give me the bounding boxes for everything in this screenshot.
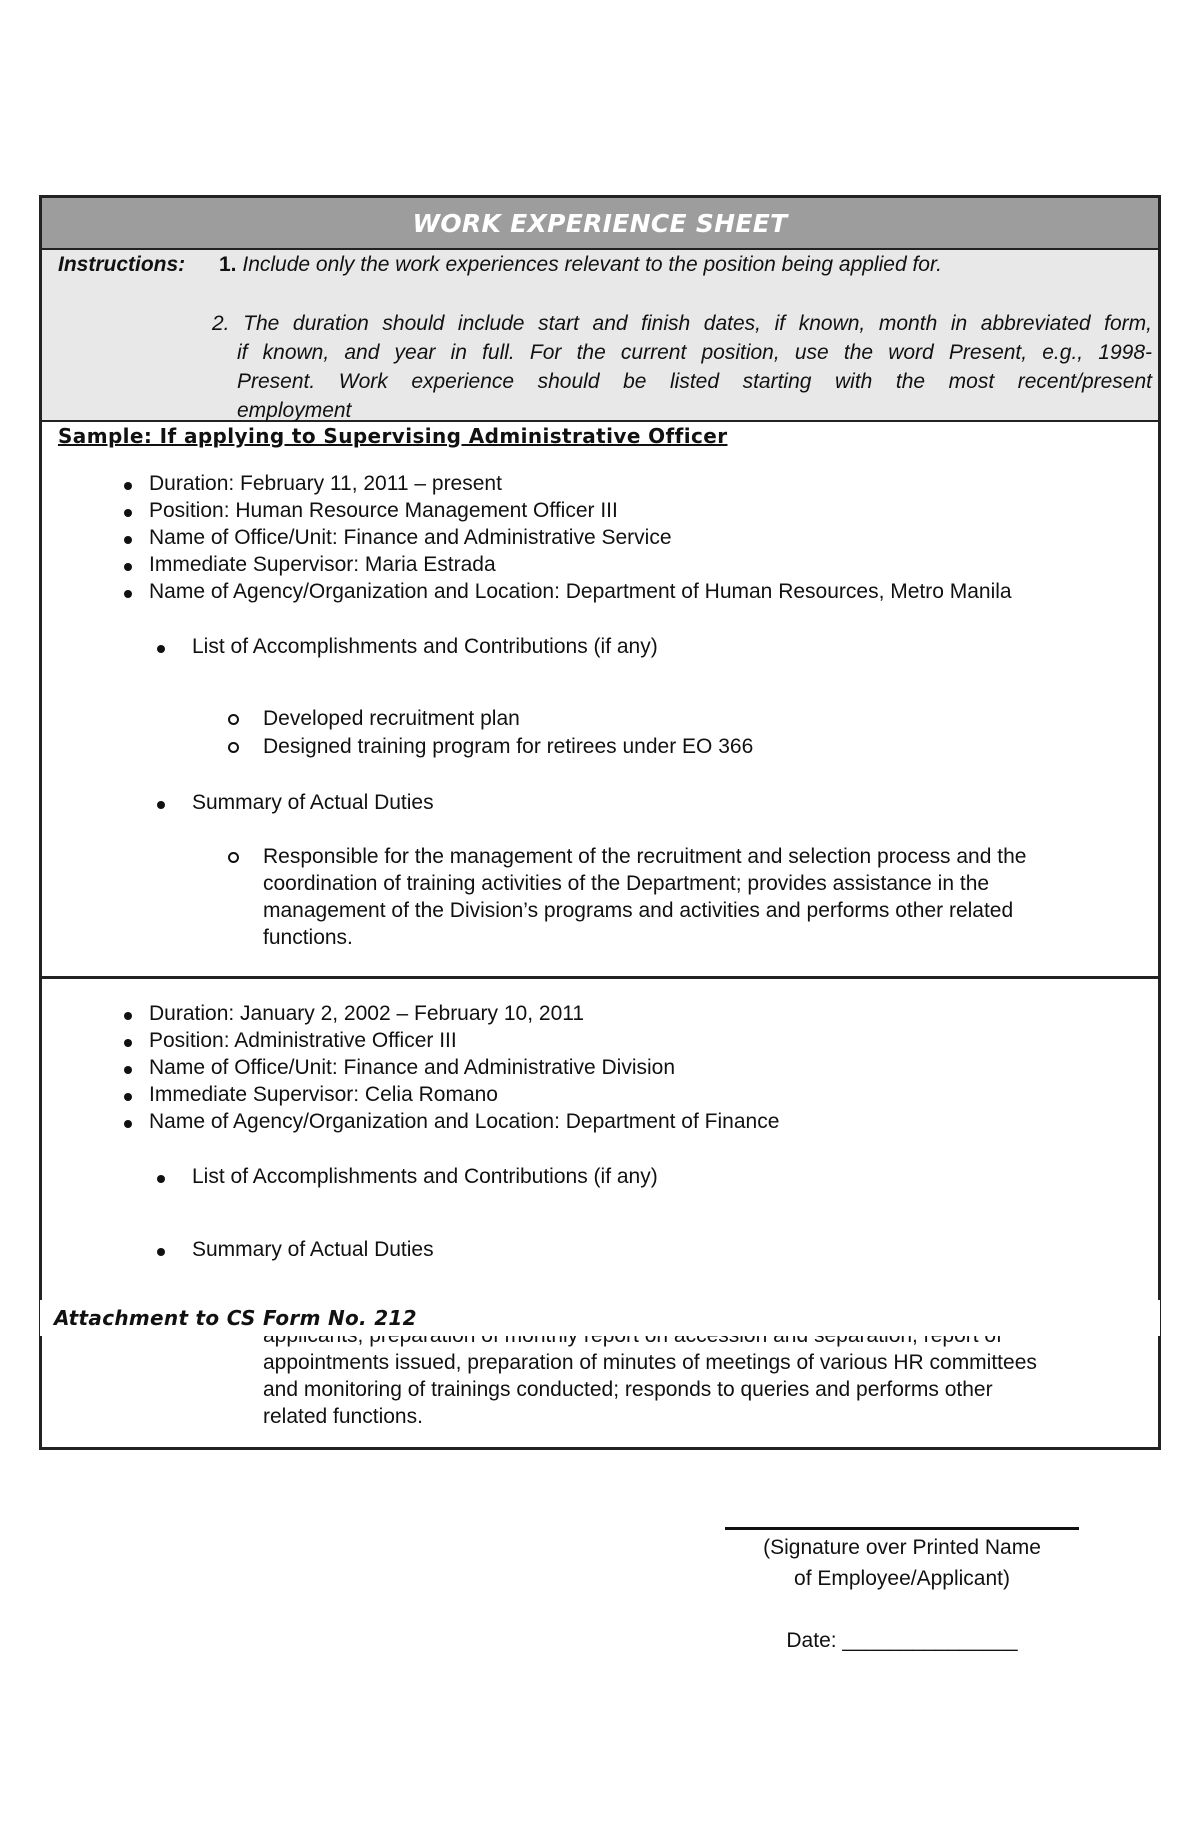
instruction-1-text: Include only the work experiences relevant to the position being applied for. [242,253,943,276]
date-field: Date: _______________ [786,1629,1018,1652]
bullet-dot-icon [157,1248,165,1256]
bullet-dot-icon [124,563,132,571]
bullet-dot-icon [124,482,132,490]
entry2-supervisor: Immediate Supervisor: Celia Romano [149,1083,498,1106]
bullet-dot-icon [124,1012,132,1020]
instructions-box [42,250,1158,422]
instruction-1-number: 1. [219,253,237,276]
entry1-accomplishments-label: List of Accomplishments and Contributions (if any) [192,635,658,658]
entry2-duties-line: appointments issued, preparation of minutes of meetings of various HR committees [263,1351,1037,1374]
entry2-duration: Duration: January 2, 2002 – February 10, 2011 [149,1002,585,1025]
bullet-dot-icon [124,1093,132,1101]
bullet-circle-icon [228,742,239,753]
entry1-supervisor: Immediate Supervisor: Maria Estrada [149,553,496,576]
signature-caption-line2: of Employee/Applicant) [794,1567,1010,1590]
bullet-circle-icon [228,714,239,725]
entry1-duties-line: management of the Division’s programs and activities and performs other related [263,899,1014,922]
instruction-2-line: employment [237,399,352,422]
entry2-position: Position: Administrative Officer III [149,1029,457,1052]
entry2-accomplishments-label: List of Accomplishments and Contributions (if any) [192,1165,658,1188]
bullet-dot-icon [124,590,132,598]
entry1-accomplishment: Designed training program for retirees under EO 366 [263,735,754,758]
entry2-agency: Name of Agency/Organization and Location: Department of Finance [149,1110,780,1133]
entry2-duties-line: and monitoring of trainings conducted; responds to queries and performs other [263,1378,993,1401]
bullet-dot-icon [124,509,132,517]
entry1-office: Name of Office/Unit: Finance and Administrative Service [149,526,672,549]
bullet-dot-icon [124,1066,132,1074]
entry1-duties-line: functions. [263,926,353,949]
entry1-duties-label: Summary of Actual Duties [192,791,434,814]
entry1-agency: Name of Agency/Organization and Location: Department of Human Resources, Metro Manila [149,580,1012,603]
entry2-duties-label: Summary of Actual Duties [192,1238,434,1261]
attachment-label: Attachment to CS Form No. 212 [40,1300,1160,1336]
bullet-circle-icon [228,852,239,863]
signature-caption-line1: (Signature over Printed Name [763,1536,1041,1559]
bullet-dot-icon [124,1120,132,1128]
entry2-duties [263,1322,1143,1430]
instruction-2 [212,309,1152,425]
instruction-2-line: 2. The duration should include start and finish dates, if known, month in abbreviated form, [212,312,1152,335]
instruction-2-line: Present. Work experience should be listed starting with the most recent/present [237,370,1152,393]
entry-divider [42,976,1158,979]
work-experience-sheet [39,195,1161,1450]
bullet-dot-icon [157,801,165,809]
entry1-duties [263,843,1143,951]
sheet-title: WORK EXPERIENCE SHEET [42,198,1158,250]
entry2-duties-line: related functions. [263,1405,423,1428]
bullet-dot-icon [157,645,165,653]
entry1-duration: Duration: February 11, 2011 – present [149,472,502,495]
entry1-position: Position: Human Resource Management Officer III [149,499,618,522]
entry1-accomplishment: Developed recruitment plan [263,707,520,730]
instruction-1 [219,250,942,279]
instructions-label: Instructions: [58,253,186,276]
entry2-office: Name of Office/Unit: Finance and Administrative Division [149,1056,676,1079]
entry1-duties-line: Responsible for the management of the recruitment and selection process and the [263,845,1027,868]
bullet-dot-icon [157,1175,165,1183]
bullet-dot-icon [124,1039,132,1047]
sample-heading: Sample: If applying to Supervising Administrative Officer [58,424,728,448]
instruction-2-line: if known, and year in full. For the current position, use the word Present, e.g., 1998- [237,341,1152,364]
entry1-duties-line: coordination of training activities of the Department; provides assistance in the [263,872,990,895]
signature-line [725,1527,1079,1530]
bullet-dot-icon [124,536,132,544]
